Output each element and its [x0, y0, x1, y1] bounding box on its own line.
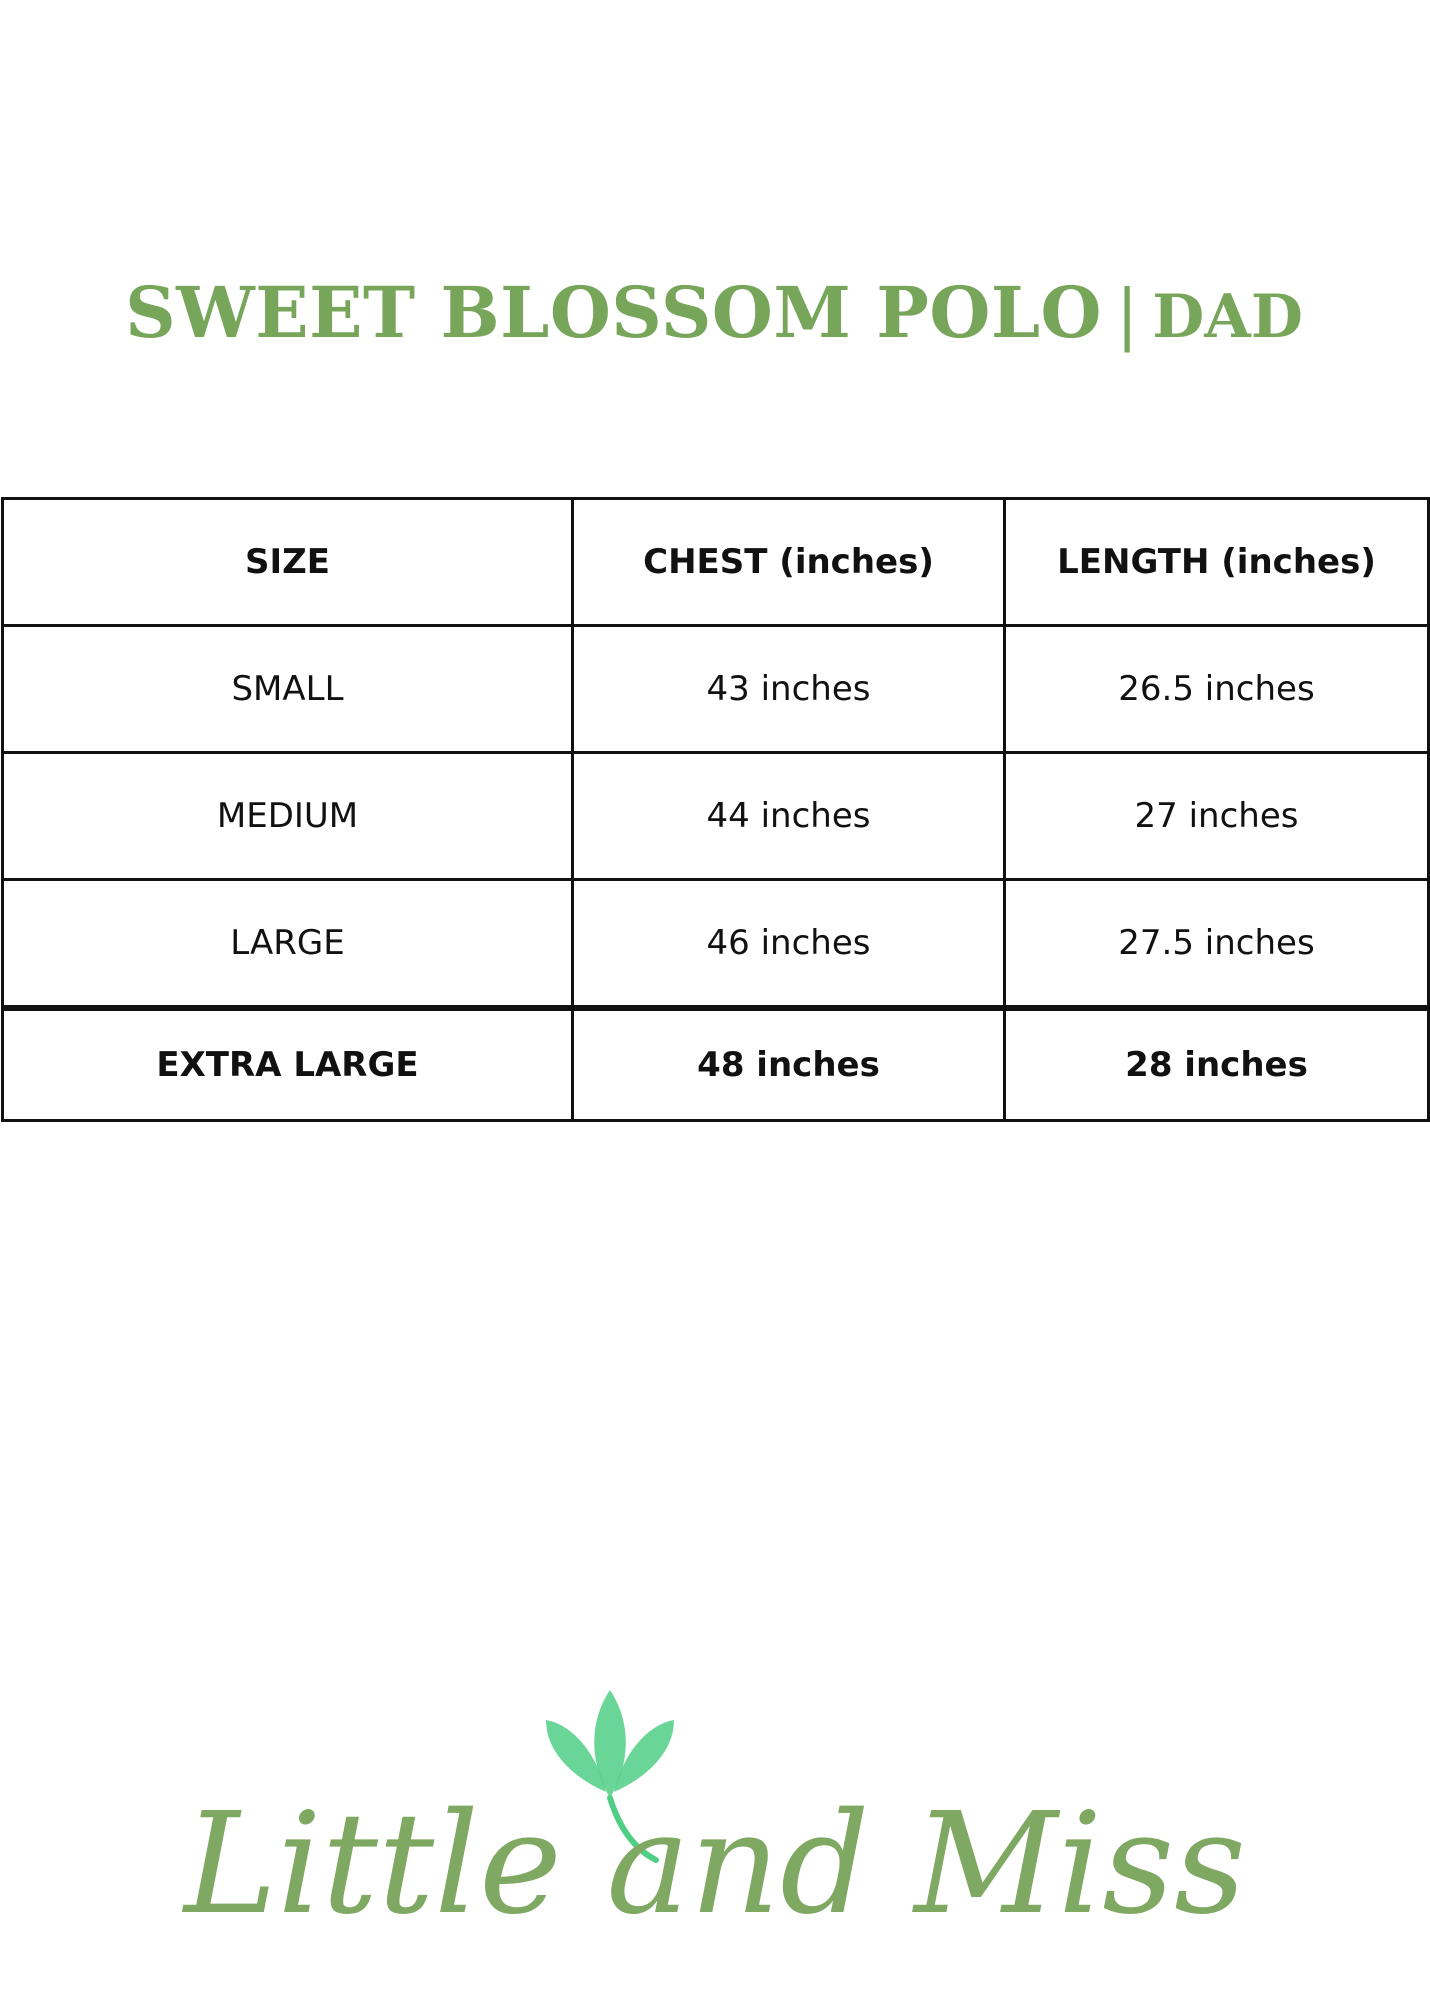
- table-header-row: [3, 499, 1429, 626]
- title-separator: |: [1116, 276, 1139, 353]
- brand-logo: [184, 1680, 1246, 1960]
- cell-size: MEDIUM: [3, 753, 573, 880]
- cell-chest: 44 inches: [573, 753, 1005, 880]
- table-row: [3, 753, 1429, 880]
- header-length: LENGTH (inches): [1005, 499, 1429, 626]
- title-product-name: SWEET BLOSSOM POLO: [125, 271, 1103, 354]
- title-variant: DAD: [1152, 282, 1303, 352]
- cell-chest: 48 inches: [573, 1008, 1005, 1121]
- cell-chest: 46 inches: [573, 880, 1005, 1009]
- cell-size: SMALL: [3, 626, 573, 753]
- header-chest: CHEST (inches): [573, 499, 1005, 626]
- header-size: SIZE: [3, 499, 573, 626]
- cell-size: LARGE: [3, 880, 573, 1009]
- table-row: [3, 626, 1429, 753]
- cell-size: EXTRA LARGE: [3, 1008, 573, 1121]
- page-title: [0, 271, 1428, 354]
- size-chart-table: [1, 497, 1430, 1122]
- cell-length: 26.5 inches: [1005, 626, 1429, 753]
- cell-length: 27 inches: [1005, 753, 1429, 880]
- table-row: [3, 880, 1429, 1009]
- cell-length: 27.5 inches: [1005, 880, 1429, 1009]
- cell-chest: 43 inches: [573, 626, 1005, 753]
- table-row: [3, 1008, 1429, 1121]
- logo-wordmark: Little and Miss: [184, 1783, 1246, 1946]
- cell-length: 28 inches: [1005, 1008, 1429, 1121]
